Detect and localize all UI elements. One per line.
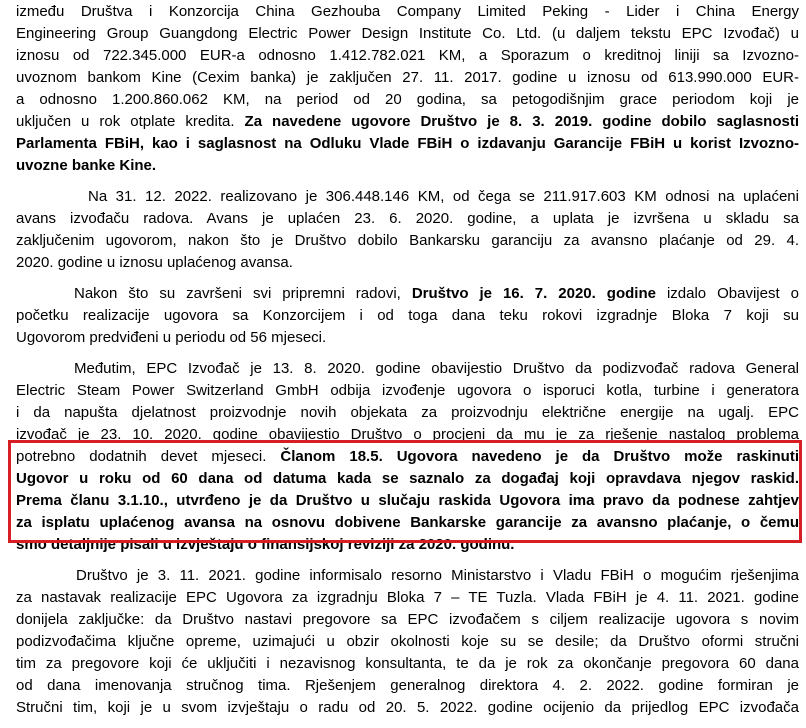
- text-line: [16, 675, 799, 697]
- text-run: Na 31. 12. 2022. realizovano je 306.448.146 KM, od čega se 211.917.603 KM odnosi na uplaćeni: [88, 188, 799, 205]
- bold-text-run: Članom 18.5. Ugovora navedeno je da Društvo može raskinuti: [280, 448, 799, 465]
- text-line: [16, 305, 799, 327]
- text-run: i da napušta djelatnost proizvodnje novih objekata za proizvodnju električne energije na ugalj. EPC: [16, 404, 799, 421]
- text-line: [16, 252, 799, 274]
- bold-text-run: Društvo je 16. 7. 2020. godine: [411, 285, 656, 302]
- text-line: [16, 380, 799, 402]
- text-line: [16, 327, 799, 349]
- text-line: [16, 45, 799, 67]
- text-run: Electric Steam Power Switzerland GmbH odbija izvođenje ugovora o isporuci kotla, turbine i generatora: [16, 382, 799, 399]
- text-run: izdalo Obavijest o: [655, 285, 799, 302]
- paragraph-advance-payment: [16, 186, 799, 274]
- text-run: donijela zaključke: da Društvo nastavi pregovore sa EPC izvođačem s ciljem realizacije ugovora s novim: [16, 611, 799, 628]
- text-line: [16, 565, 799, 587]
- paragraph-subcontractor-withdrawal: [16, 358, 799, 556]
- text-line: [16, 155, 799, 177]
- text-run: uvoznom bankom Kine (Cexim banka) je zaključen 27. 11. 2017. godine u iznosu od 613.990.000 EUR-: [16, 69, 799, 86]
- bold-text-run: uvozne banke Kine.: [16, 157, 157, 174]
- text-run: a odnosno 1.200.860.062 KM, na period od 20 godina, sa petogodišnjim grace periodom koji je: [16, 91, 799, 108]
- text-run: za nastavak realizacije EPC Ugovora za izgradnju Bloka 7 – TE Tuzla. Vlada FBiH je 4. 11. 2021. godine: [16, 589, 799, 606]
- text-line: [16, 283, 799, 305]
- text-line: [16, 208, 799, 230]
- text-run: uključen u rok otplate kredita.: [16, 113, 245, 130]
- text-run: iznosu od 722.345.000 EUR-a odnosno 1.412.782.021 KM, a Sporazum o kreditnoj liniji sa Izvozno-: [16, 47, 799, 64]
- text-line: [16, 490, 799, 512]
- text-line: [16, 111, 799, 133]
- text-line: [16, 512, 799, 534]
- text-line: [16, 23, 799, 45]
- text-line: [16, 534, 799, 556]
- text-line: [16, 186, 799, 208]
- text-run: Međutim, EPC Izvođač je 13. 8. 2020. godine obavijestio Društvo da podizvođač radova General: [74, 360, 799, 377]
- bold-text-run: Parlamenta FBiH, kao i saglasnost na Odluku Vlade FBiH o izdavanju Garancije FBiH u korist Izvozno-: [16, 135, 799, 152]
- text-run: Društvo je 3. 11. 2021. godine informisalo resorno Ministarstvo i Vladu FBiH o mogućim rješenjima: [76, 567, 799, 584]
- text-run: između Društva i Konzorcija China Gezhouba Company Limited Peking - Lider i China Energy: [16, 3, 799, 20]
- text-run: Ugovorom predviđeni u periodu od 56 mjeseci.: [16, 329, 327, 346]
- text-line: [16, 67, 799, 89]
- text-line: [16, 697, 799, 719]
- text-run: potrebno dodatnih devet mjeseci.: [16, 448, 281, 465]
- text-run: Nakon što su završeni svi pripremni radovi,: [74, 285, 412, 302]
- document-body: [16, 1, 799, 728]
- text-line: [16, 609, 799, 631]
- text-run: početku realizacije ugovora sa Konzorcijem i od toga dana teku rokovi izgradnje Bloka 7 koji su: [16, 307, 799, 324]
- bold-text-run: Prema članu 3.1.10., utvrđeno je da Društvo u slučaju raskida Ugovora ima pravo da podnese zahtjev: [16, 492, 799, 509]
- text-line: [16, 587, 799, 609]
- paragraph-start-notice: [16, 283, 799, 349]
- text-line: [16, 424, 799, 446]
- paragraph-contract-financing: [16, 1, 799, 177]
- text-run: podizvođačima ključne opreme, uzimajući u obzir okolnosti koje su se desile; da Društvo oformi stručni: [16, 633, 799, 650]
- text-line: [16, 230, 799, 252]
- text-line: [16, 402, 799, 424]
- text-line: [16, 446, 799, 468]
- text-run: izvođač je 23. 10. 2020. godine obavijestio Društvo o procjeni da mu je za rješenje nastalog problema: [16, 426, 799, 443]
- text-line: [16, 631, 799, 653]
- text-line: [16, 133, 799, 155]
- text-run: avans izvođaču radova. Avans je uplaćen 23. 6. 2020. godine, a uplata je izvršena u skladu sa: [16, 210, 799, 227]
- text-run: Stručni tim, koji je u svom izvještaju o radu od 20. 5. 2022. godine ocijenio da prijedlog EPC izvođača: [16, 699, 799, 716]
- text-line: [16, 653, 799, 675]
- bold-text-run: Za navedene ugovore Društvo je 8. 3. 2019. godine dobilo saglasnosti: [244, 113, 799, 130]
- text-line: [16, 468, 799, 490]
- text-run: od dana imenovanja stručnog tima. Rješenjem generalnog direktora 4. 2. 2022. godine formiran je: [16, 677, 799, 694]
- text-line: [16, 358, 799, 380]
- text-line: [16, 89, 799, 111]
- text-run: Engineering Group Guangdong Electric Power Design Institute Co. Ltd. (u daljem tekstu EPC Izvođač) u: [16, 25, 799, 42]
- text-run: zaključenim ugovorom, nakon što je Društvo dobilo Bankarsku garanciju za avansno plaćanje od 29. 4.: [16, 232, 799, 249]
- bold-text-run: Ugovor u roku od 60 dana od datuma kada se saznalo za događaj koji opravdava njegov raskid.: [16, 470, 799, 487]
- text-run: tim za pregovore koji će uključiti i nezavisnog konsultanta, te da je rok za okončanje pregovora 60 dana: [16, 655, 799, 672]
- bold-text-run: smo detaljnije pisali u izvještaju o finansijskoj reviziji za 2020. godinu.: [16, 536, 515, 553]
- text-line: [16, 1, 799, 23]
- text-run: 2020. godine u iznosu uplaćenog avansa.: [16, 254, 293, 271]
- paragraph-government-conclusions: [16, 565, 799, 719]
- bold-text-run: za isplatu uplaćenog avansa na osnovu dobivene Bankarske garancije za avansno plaćanje, o čemu: [16, 514, 799, 531]
